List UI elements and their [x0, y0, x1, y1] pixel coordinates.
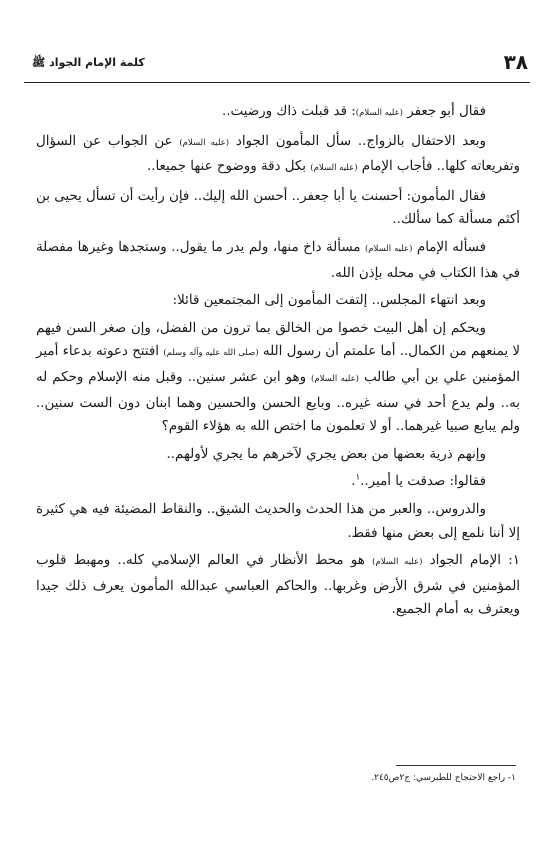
- paragraph-9: والدروس.. والعبر من هذا الحدث والحديث الشيق.. والنقاط المضيئة فيه هي كثيرة إلا أننا نلمع إلى بعض منها فقط.: [36, 501, 520, 541]
- footnote-ref: ١: [355, 472, 361, 483]
- paragraph-5: وبعد انتهاء المجلس.. إلتفت المأمون إلى المجتمعين قائلا:: [172, 293, 486, 309]
- page-number: ٣٨: [503, 50, 528, 74]
- paragraph-1: فقال أبو جعفر (عليه السلام): قد قبلت ذاك ورضيت..: [222, 104, 486, 119]
- page-body: [36, 100, 520, 626]
- paragraph-6: ويحكم إن أهل البيت خصوا من الخالق بما ترون من الفضل، وإن صغر السن فيهم لا يمنعهم من الكمال.. أما علمتم أن رسول الله (صلى الله عليه وآله وسلم) افتتح دعوته بدعاء أمير المؤمنين علي بن أبي طالب (عليه السلام) وهو ابن عشر سنين.. وقبل منه الإسلام وحكم له به.. ولم يدع أحد في سنه غيره.. وبايع الحسن والحسين وهما ابنان دون الست سنين.. ولم يبايع صبيا غيرهما.. أو لا تعلمون ما اختص الله به هؤلاء القوم؟: [36, 320, 521, 435]
- paragraph-10: ١: الإمام الجواد (عليه السلام) هو محط الأنظار في العالم الإسلامي كله.. ومهبط قلوب المؤمنين في شرق الأرض وغربها.. والحاكم العباسي عبدالله المأمون يعرف ذلك جيدا ويعترف به أمام الجميع.: [36, 553, 520, 618]
- paragraph-2: وبعد الاحتفال بالزواج.. سأل المأمون الجواد (عليه السلام) عن الجواب عن السؤال وتفريعاته كلها.. فأجاب الإمام (عليه السلام) بكل دقة ووضوح عنها جميعا..: [36, 133, 520, 175]
- running-title: كلمة الإمام الجواد ﷺ: [32, 56, 145, 69]
- paragraph-3: فقال المأمون: أحسنت يا أبا جعفر.. أحسن الله إليك.. فإن رأيت أن تسأل يحيى بن أكثم مسألة كما سألك..: [36, 188, 520, 228]
- paragraph-7: وإنهم ذرية بعضها من بعض يجري لآخرهم ما يجري لأولهم..: [166, 446, 486, 462]
- page-header: [24, 46, 530, 83]
- footnote: ١- راجع الاحتجاج للطبرسي: ج٢ص٢٤٥.: [371, 773, 516, 783]
- paragraph-4: فسأله الإمام (عليه السلام) مسألة داخ منها، ولم يدر ما يقول.. وستجدها وغيرها مفصلة في هذا الكتاب في محله بإذن الله.: [36, 239, 520, 281]
- footnote-divider: [396, 765, 516, 766]
- paragraph-8: فقالوا: صدقت يا أمير..$^١$.: [351, 472, 486, 490]
